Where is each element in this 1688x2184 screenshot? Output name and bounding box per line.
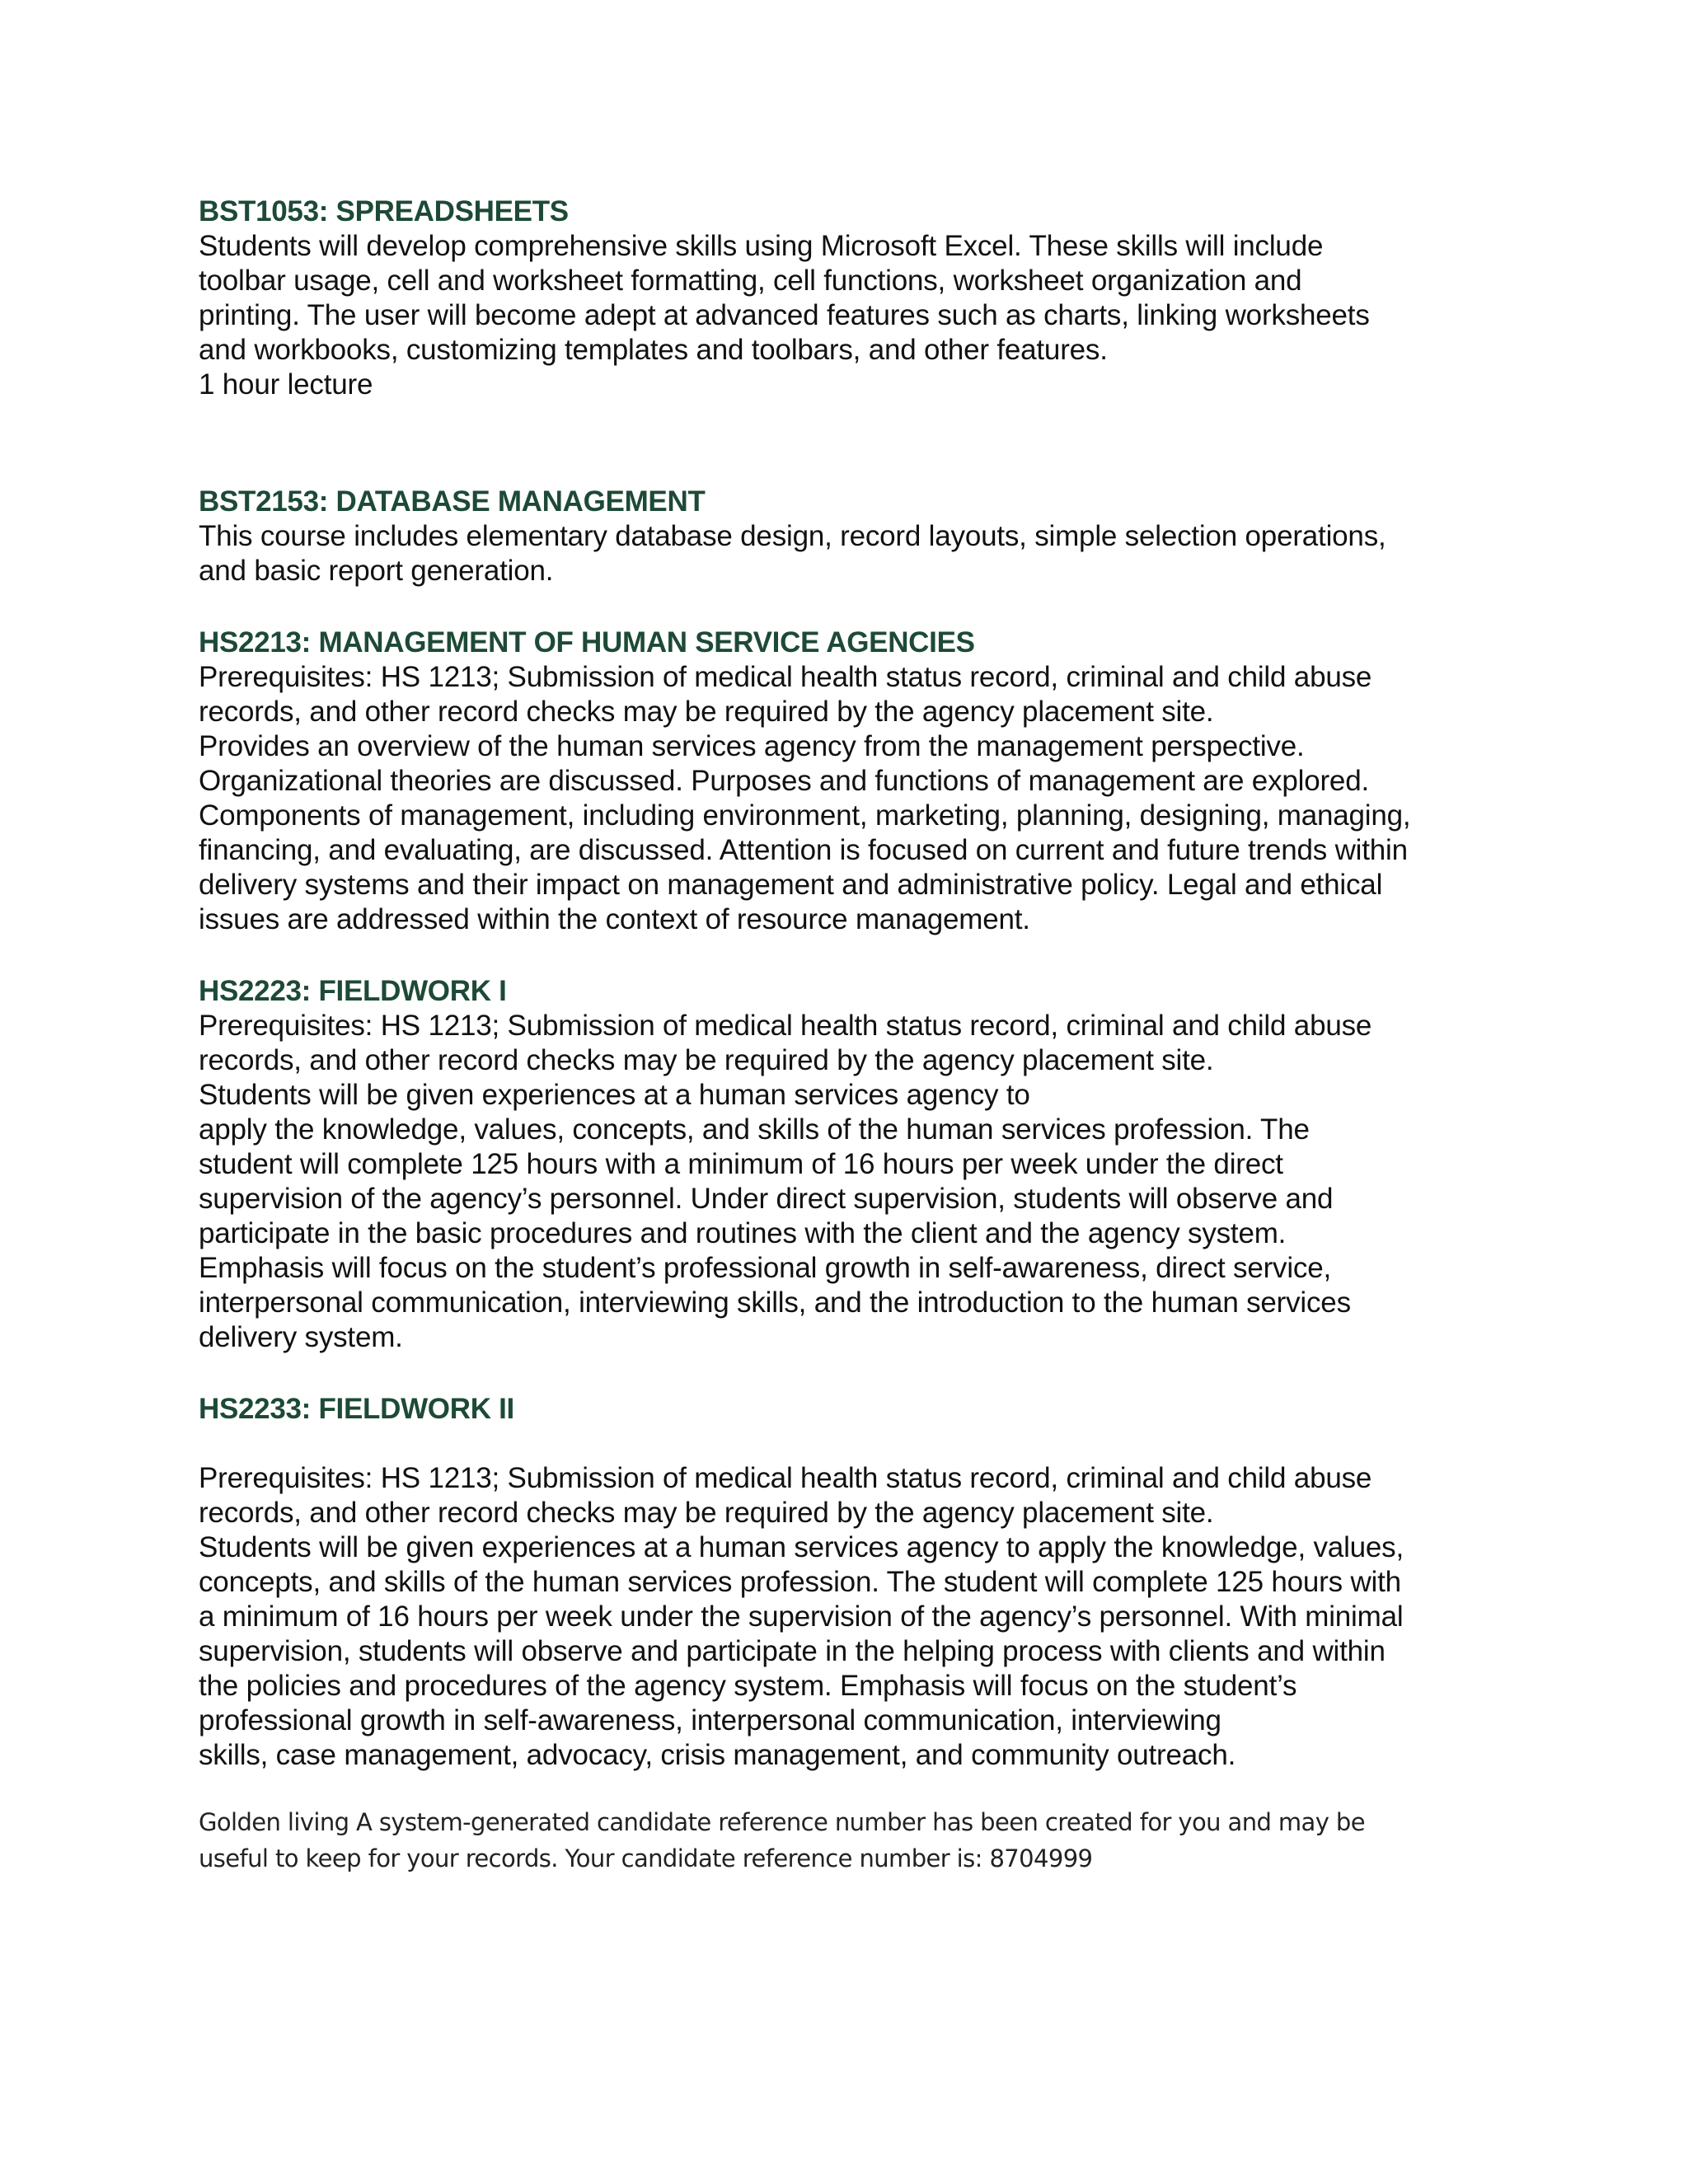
candidate-reference-note [199,1804,1501,1877]
course-description-line: financing, and evaluating, are discussed. Attention is focused on current and future trends within [199,834,1408,866]
course-description-line: supervision, students will observe and participate in the helping process with clients and within [199,1635,1386,1667]
course-description-line: student will complete 125 hours with a minimum of 16 hours per week under the direct [199,1148,1283,1180]
document-page [199,194,1501,1877]
course-description-line: Provides an overview of the human services agency from the management perspective. [199,730,1305,762]
course-description-line: professional growth in self-awareness, interpersonal communication, interviewing [199,1704,1221,1736]
course-description-line: Emphasis will focus on the student’s professional growth in self-awareness, direct service, [199,1252,1332,1284]
course-description-line: Students will develop comprehensive skills using Microsoft Excel. These skills will include [199,230,1324,262]
course-title: BST1053: SPREADSHEETS [199,195,569,227]
course-prerequisites-line: records, and other record checks may be required by the agency placement site. [199,696,1214,728]
spacer [199,1427,1501,1461]
course-description-line: interpersonal communication, interviewing skills, and the introduction to the human services [199,1286,1351,1319]
course-bst1053 [199,194,1501,402]
course-title: BST2153: DATABASE MANAGEMENT [199,485,706,518]
course-description-line: delivery system. [199,1321,403,1353]
course-description-line: Components of management, including environment, marketing, planning, designing, managing, [199,799,1411,832]
spacer [199,937,1501,974]
course-description-line: issues are addressed within the context of resource management. [199,903,1030,935]
course-description-line: This course includes elementary database design, record layouts, simple selection operations, [199,520,1386,552]
course-description-line: the policies and procedures of the agency system. Emphasis will focus on the student’s [199,1670,1297,1702]
course-description-line: a minimum of 16 hours per week under the supervision of the agency’s personnel. With minimal [199,1601,1404,1633]
spacer [199,1355,1501,1392]
course-description-line: toolbar usage, cell and worksheet formatting, cell functions, worksheet organization and [199,265,1302,297]
course-description-line: Students will be given experiences at a human services agency to [199,1079,1030,1111]
course-description-line: concepts, and skills of the human services profession. The student will complete 125 hours with [199,1566,1401,1598]
course-title: HS2223: FIELDWORK I [199,975,507,1007]
course-description-line: and workbooks, customizing templates and toolbars, and other features. [199,334,1108,366]
spacer [199,402,1501,485]
course-description-line: apply the knowledge, values, concepts, and skills of the human services profession. The [199,1113,1310,1146]
course-prerequisites-line: records, and other record checks may be required by the agency placement site. [199,1044,1214,1076]
course-hs2213 [199,626,1501,937]
course-description-line: delivery systems and their impact on management and administrative policy. Legal and ethical [199,869,1383,901]
course-description-line: and basic report generation. [199,555,554,587]
course-description-line: skills, case management, advocacy, crisis management, and community outreach. [199,1739,1236,1771]
course-prerequisites-line: records, and other record checks may be required by the agency placement site. [199,1497,1214,1529]
spacer [199,588,1501,626]
course-hs2233 [199,1392,1501,1773]
course-description-line: Organizational theories are discussed. Purposes and functions of management are explored. [199,765,1369,797]
course-hs2223 [199,974,1501,1355]
course-prerequisites-line: Prerequisites: HS 1213; Submission of medical health status record, criminal and child abuse [199,1462,1372,1494]
course-description-line: printing. The user will become adept at advanced features such as charts, linking worksheets [199,299,1370,331]
course-prerequisites-line: Prerequisites: HS 1213; Submission of medical health status record, criminal and child abuse [199,661,1372,693]
course-title: HS2213: MANAGEMENT OF HUMAN SERVICE AGENCIES [199,626,975,658]
footer-line: Golden living A system-generated candidate reference number has been created for you and may be [199,1808,1365,1836]
course-bst2153 [199,485,1501,588]
course-hours: 1 hour lecture [199,368,373,401]
footer-line: useful to keep for your records. Your candidate reference number is: 8704999 [199,1844,1093,1872]
course-prerequisites-line: Prerequisites: HS 1213; Submission of medical health status record, criminal and child abuse [199,1010,1372,1042]
course-description-line: Students will be given experiences at a human services agency to apply the knowledge, values, [199,1531,1404,1563]
course-description-line: participate in the basic procedures and routines with the client and the agency system. [199,1217,1287,1249]
course-description-line: supervision of the agency’s personnel. Under direct supervision, students will observe and [199,1183,1334,1215]
course-title: HS2233: FIELDWORK II [199,1393,514,1425]
